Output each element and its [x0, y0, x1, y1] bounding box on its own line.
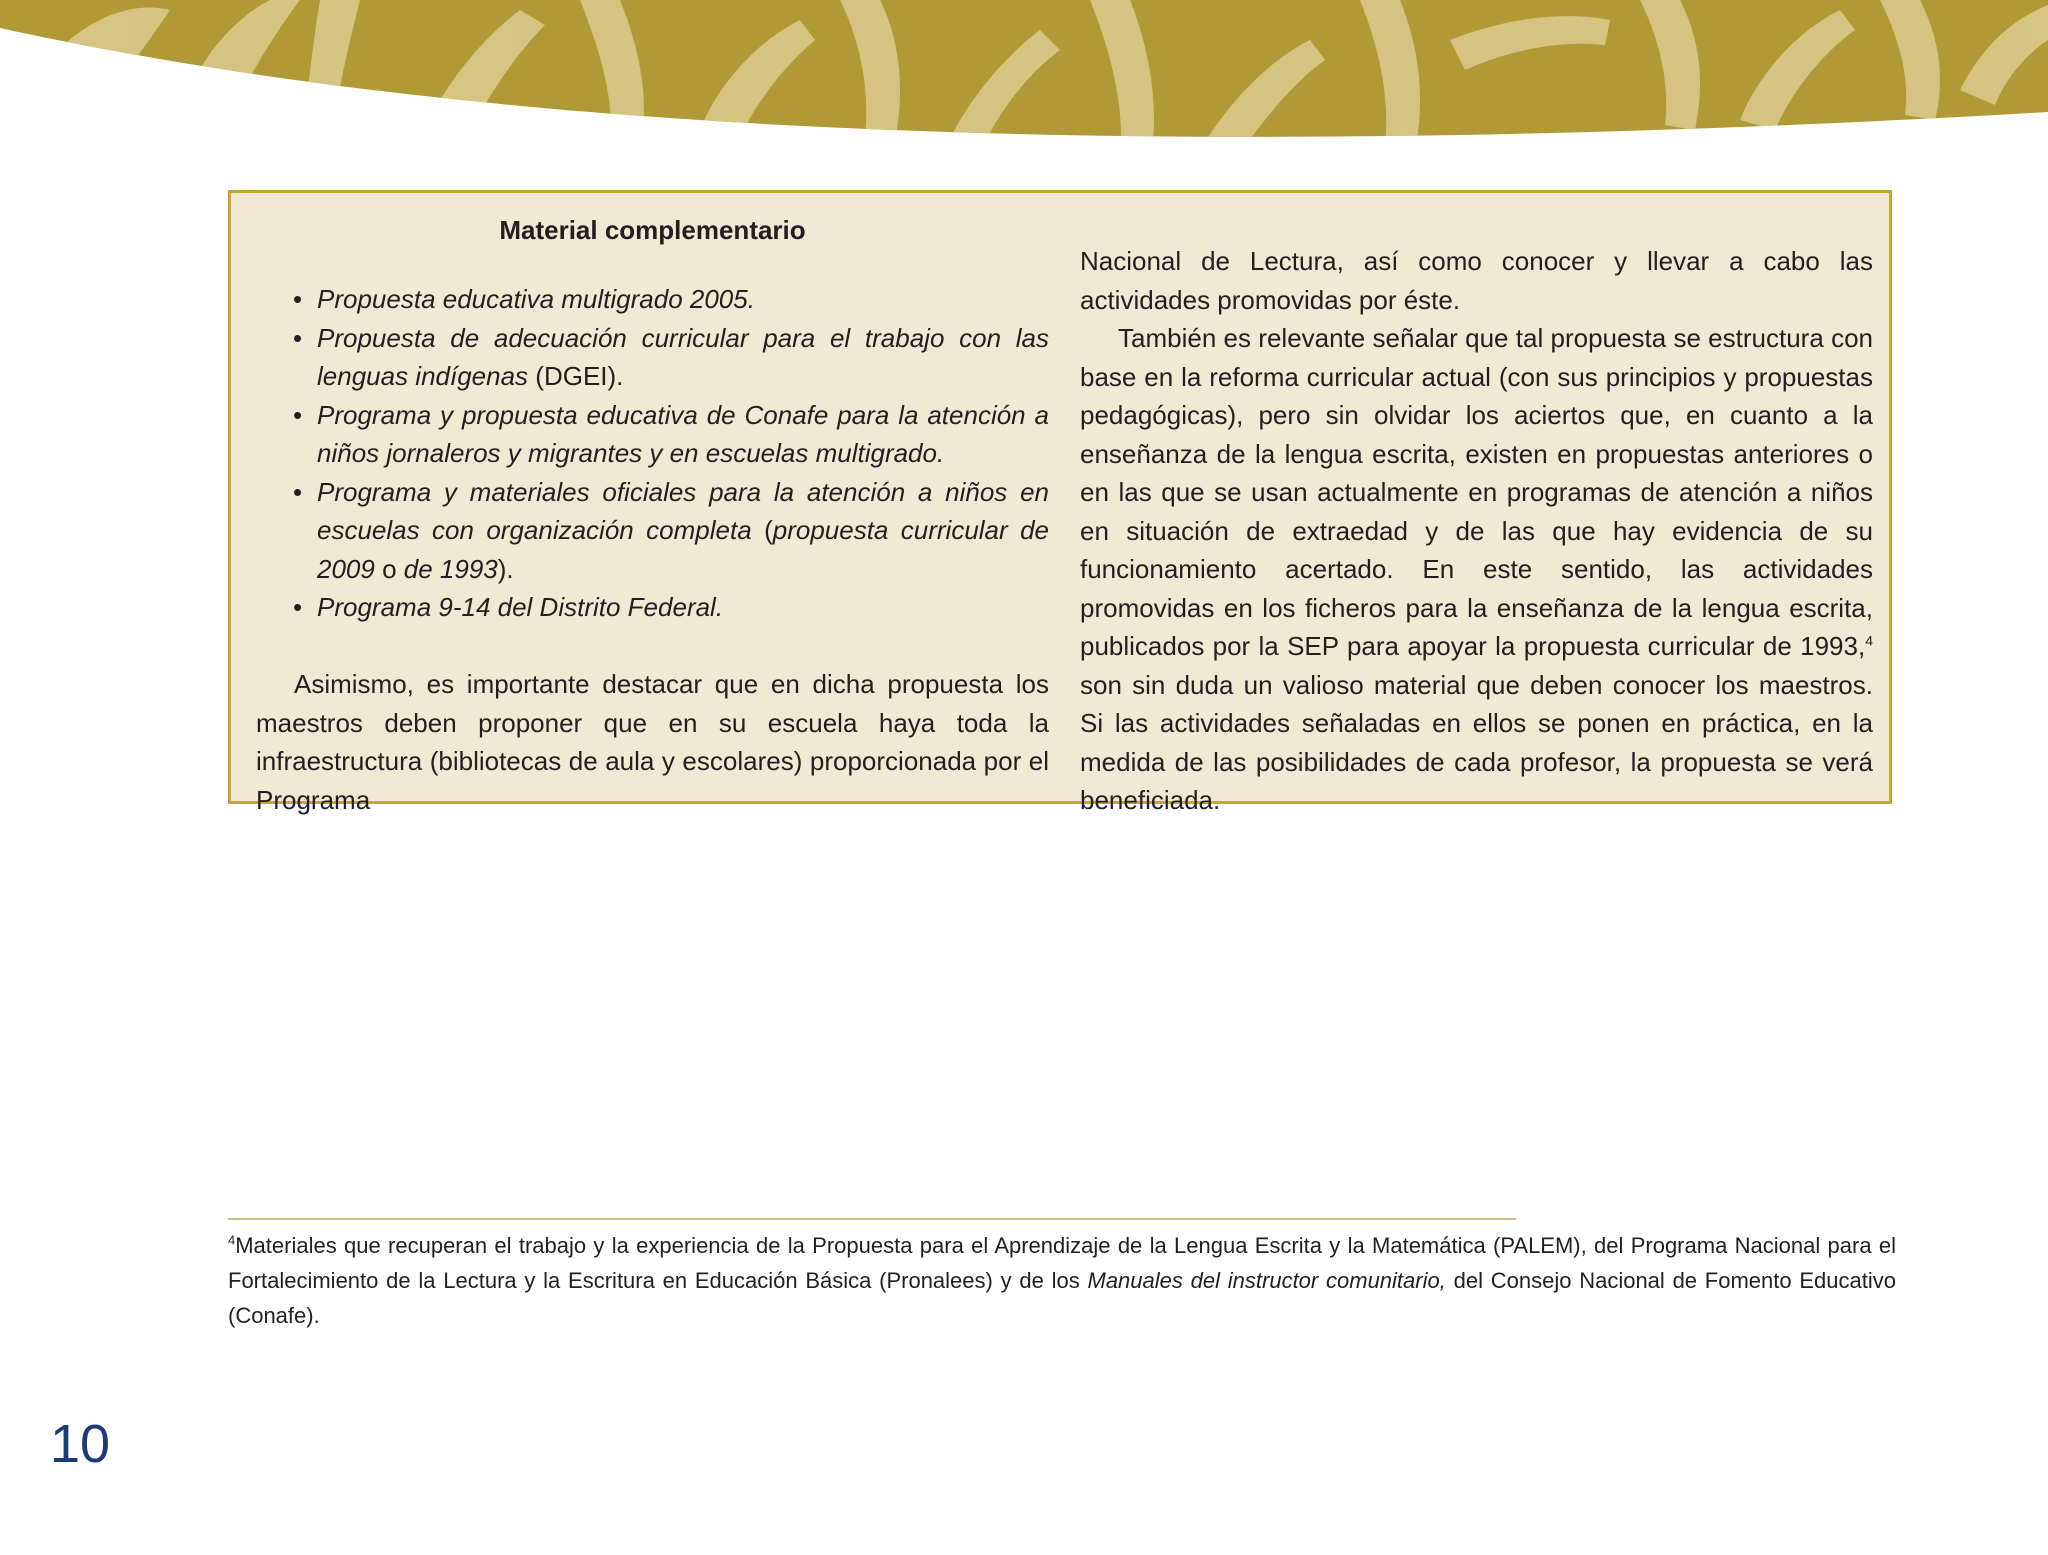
- footnote-text-italic: Manuales del instructor comunitario,: [1087, 1268, 1446, 1293]
- list-item: [256, 396, 1049, 473]
- material-list: [256, 280, 1049, 627]
- list-item: [256, 588, 1049, 627]
- list-item: [256, 319, 1049, 396]
- list-item-paren-mid: o: [374, 553, 404, 584]
- list-item: • Programa y materiales oficiales para la atención a niños en escuelas con organización completa (propuesta curricular de 2009 o de 1993).: [256, 473, 1049, 589]
- list-item-text: Programa y propuesta educativa de Conafe para la atención a niños jornaleros y migrantes y en escuelas multigrado.: [317, 399, 1049, 468]
- list-item-suffix: (DGEI).: [528, 361, 624, 391]
- list-item-paren-text: propuesta curricular de 2009: [317, 515, 1049, 584]
- right-paragraph-part-b: son sin duda un valioso material que deben conocer los maestros. Si las actividades señaladas en ellos se ponen en práctica, en la medida de las posibilidades de cada profesor, la propuesta se verá beneficiada.: [1080, 669, 1873, 815]
- right-paragraph: [1080, 319, 1873, 820]
- list-item-text: Propuesta educativa multigrado 2005.: [317, 284, 755, 314]
- footnote-separator: [228, 1218, 1516, 1220]
- list-item: [256, 280, 1049, 319]
- footnote-marker: 4: [228, 1232, 236, 1248]
- right-body-text: [1080, 242, 1873, 820]
- right-paragraph-continuation: Nacional de Lectura, así como conocer y llevar a cabo las actividades promovidas por éste.: [1080, 246, 1873, 315]
- complementary-material-box: [228, 190, 1892, 815]
- footnote: [228, 1228, 1896, 1333]
- right-paragraph-part-a: También es relevante señalar que tal propuesta se estructura con base en la reforma curricular actual (con sus principios y propuestas pedagógicas), pero sin olvidar los aciertos que, en cuanto a la enseñanza de la lengua escrita, existen en propuestas anteriores o en las que se usan actualmente en programas de atención a niños en situación de extraedad y de las que hay evidencia de su funcionamiento acertado. En este sentido, las actividades promovidas en los ficheros para la enseñanza de la lengua escrita, publicados por la SEP para apoyar la propuesta curricular de 1993,: [1080, 323, 1873, 661]
- list-item-text: Programa y materiales oficiales para la atención a niños en escuelas con organización completa: [317, 476, 1049, 545]
- page-number: 10: [50, 1414, 111, 1474]
- left-body-paragraph: Asimismo, es importante destacar que en dicha propuesta los maestros deben proponer que en su escuela haya toda la infraestructura (bibliotecas de aula y escolares) proporcionada por el Programa: [256, 669, 1049, 815]
- decorative-header-banner: [0, 0, 2048, 170]
- list-item-text: Programa 9-14 del Distrito Federal.: [317, 592, 724, 622]
- box-title: Material complementario: [499, 215, 806, 245]
- list-item-tail: ).: [497, 553, 514, 584]
- footnote-reference: 4: [1865, 632, 1873, 649]
- footnote-text-a: Materiales que recuperan el trabajo y la experiencia de la Propuesta para el Aprendizaje de la Lengua Escrita y la Matemática (PALEM), del Programa Nacional para el Fortalecimiento de la Lectura y la Escritura en Educación Básica (Pronalees) y de los: [228, 1233, 1896, 1293]
- footnote-text-b: del Consejo Nacional de Fomento Educativo (Conafe).: [228, 1268, 1896, 1328]
- list-item-text: Propuesta de adecuación curricular para el trabajo con las lenguas indígenas: [317, 322, 1049, 391]
- list-item-paren-text2: de 1993: [403, 553, 498, 584]
